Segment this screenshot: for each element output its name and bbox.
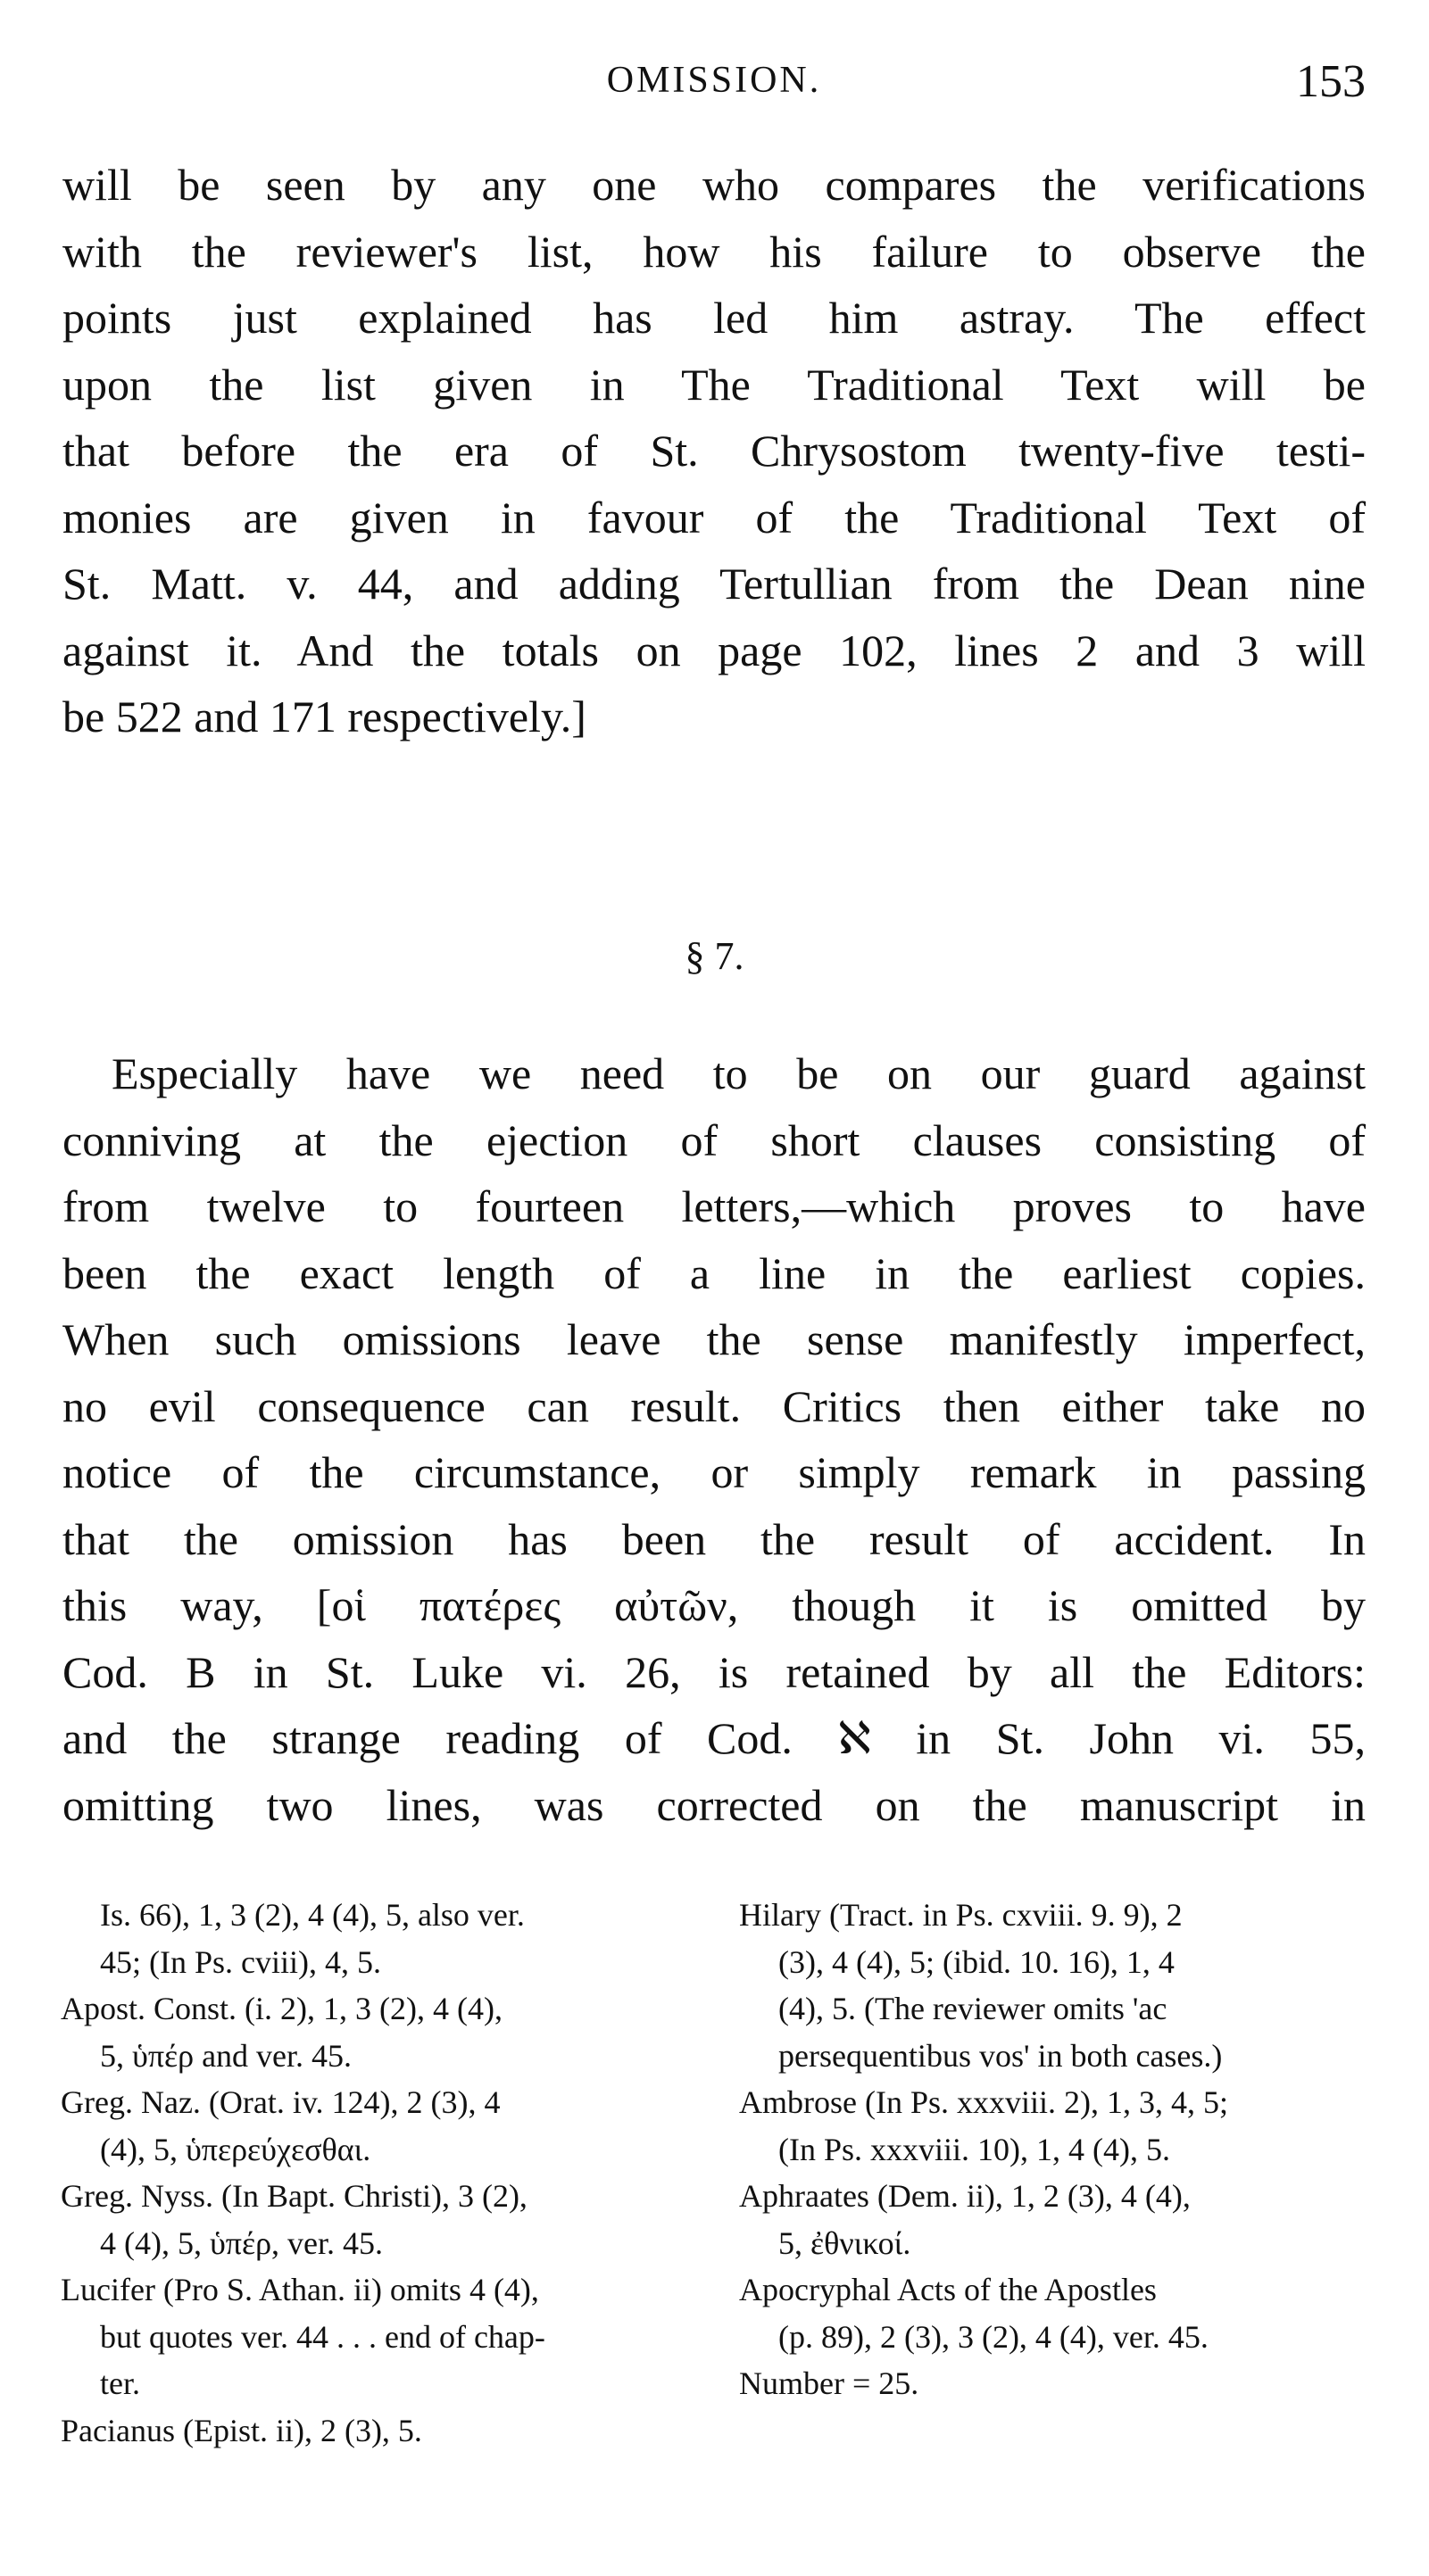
footnote-line: Number = 25.: [739, 2365, 919, 2401]
footnote-line: Pacianus (Epist. ii), 2 (3), 5.: [61, 2412, 422, 2448]
text-line: no evil consequence can result. Critics then either take no: [62, 1380, 1366, 1431]
footnote-line: Ambrose (In Ps. xxxviii. 2), 1, 3, 4, 5;: [739, 2084, 1228, 2120]
footnote-line: (3), 4 (4), 5; (ibid. 10. 16), 1, 4: [778, 1943, 1175, 1980]
text-line: conniving at the ejection of short clauses consisting of: [62, 1114, 1366, 1165]
text-line: been the exact length of a line in the earliest copies.: [62, 1247, 1366, 1298]
text-line: notice of the circumstance, or simply remark in passing: [62, 1447, 1366, 1497]
text-line: be 522 and 171 respectively.]: [62, 692, 586, 741]
footnote-line: Greg. Naz. (Orat. iv. 124), 2 (3), 4: [61, 2084, 501, 2120]
section-heading: § 7.: [685, 934, 744, 978]
footnote-line: Hilary (Tract. in Ps. cxviii. 9. 9), 2: [739, 1897, 1183, 1933]
text-line: When such omissions leave the sense manifestly imperfect,: [62, 1314, 1366, 1364]
text-line: omitting two lines, was corrected on the manuscript in: [62, 1779, 1366, 1830]
footnote-column-right: [739, 1892, 1373, 2407]
footnote-line: Lucifer (Pro S. Athan. ii) omits 4 (4),: [61, 2272, 539, 2307]
footnote-line: 45; (In Ps. cviii), 4, 5.: [100, 1943, 381, 1980]
text-line: upon the list given in The Traditional Text will be: [62, 359, 1366, 410]
text-line: will be seen by any one who compares the verifications: [62, 160, 1366, 210]
continued-paragraph: [62, 152, 1366, 750]
footnote-line: ter.: [100, 2365, 140, 2401]
footnote-line: (p. 89), 2 (3), 3 (2), 4 (4), ver. 45.: [778, 2318, 1209, 2355]
text-line: against it. And the totals on page 102, lines 2 and 3 will: [62, 625, 1366, 675]
text-line: monies are given in favour of the Traditional Text of: [62, 492, 1366, 543]
footnote-column-left: [61, 1892, 694, 2454]
running-title: OMISSION.: [606, 60, 822, 101]
text-line: that the omission has been the result of accident. In: [62, 1513, 1366, 1564]
footnote-line: persequentibus vos' in both cases.): [778, 2037, 1223, 2074]
footnote-line: Apost. Const. (i. 2), 1, 3 (2), 4 (4),: [61, 1991, 503, 2026]
footnote-line: 5, ὑπέρ and ver. 45.: [100, 2037, 353, 2074]
text-line: with the reviewer's list, how his failure to observe the: [62, 226, 1366, 277]
text-line: and the strange reading of Cod. ℵ in St. John vi. 55,: [62, 1713, 1366, 1763]
text-line: Cod. B in St. Luke vi. 26, is retained by all the Editors:: [62, 1646, 1366, 1697]
footnote-line: (4), 5. (The reviewer omits 'ac: [778, 1991, 1167, 2026]
footnote-line: Aphraates (Dem. ii), 1, 2 (3), 4 (4),: [739, 2178, 1191, 2214]
section-paragraph: [62, 1040, 1366, 1838]
footnote-line: 4 (4), 5, ὑπέρ, ver. 45.: [100, 2224, 384, 2261]
footnote-line: but quotes ver. 44 . . . end of chap-: [100, 2318, 545, 2355]
footnote-line: (4), 5, ὑπερεύχεσθαι.: [100, 2131, 371, 2167]
footnote-line: Apocryphal Acts of the Apostles: [739, 2272, 1157, 2307]
text-line: Especially have we need to be on our guard against: [112, 1048, 1366, 1098]
text-line: St. Matt. v. 44, and adding Tertullian from the Dean nine: [62, 559, 1366, 609]
footnote-line: (In Ps. xxxviii. 10), 1, 4 (4), 5.: [778, 2131, 1170, 2167]
running-head: [62, 55, 1366, 118]
text-line: from twelve to fourteen letters,—which proves to have: [62, 1181, 1366, 1231]
page-number: 153: [1296, 56, 1366, 107]
footnotes: [61, 1892, 1373, 2481]
footnote-line: Greg. Nyss. (In Bapt. Christi), 3 (2),: [61, 2178, 528, 2214]
text-line: this way, [οἱ πατέρες αὐτῶν, though it is omitted by: [62, 1580, 1366, 1630]
footnote-line: 5, ἐθνικοί.: [778, 2224, 911, 2261]
text-line: points just explained has led him astray. The effect: [62, 293, 1366, 343]
footnote-line: Is. 66), 1, 3 (2), 4 (4), 5, also ver.: [100, 1897, 525, 1933]
text-line: that before the era of St. Chrysostom twenty-five testi-: [62, 426, 1366, 476]
